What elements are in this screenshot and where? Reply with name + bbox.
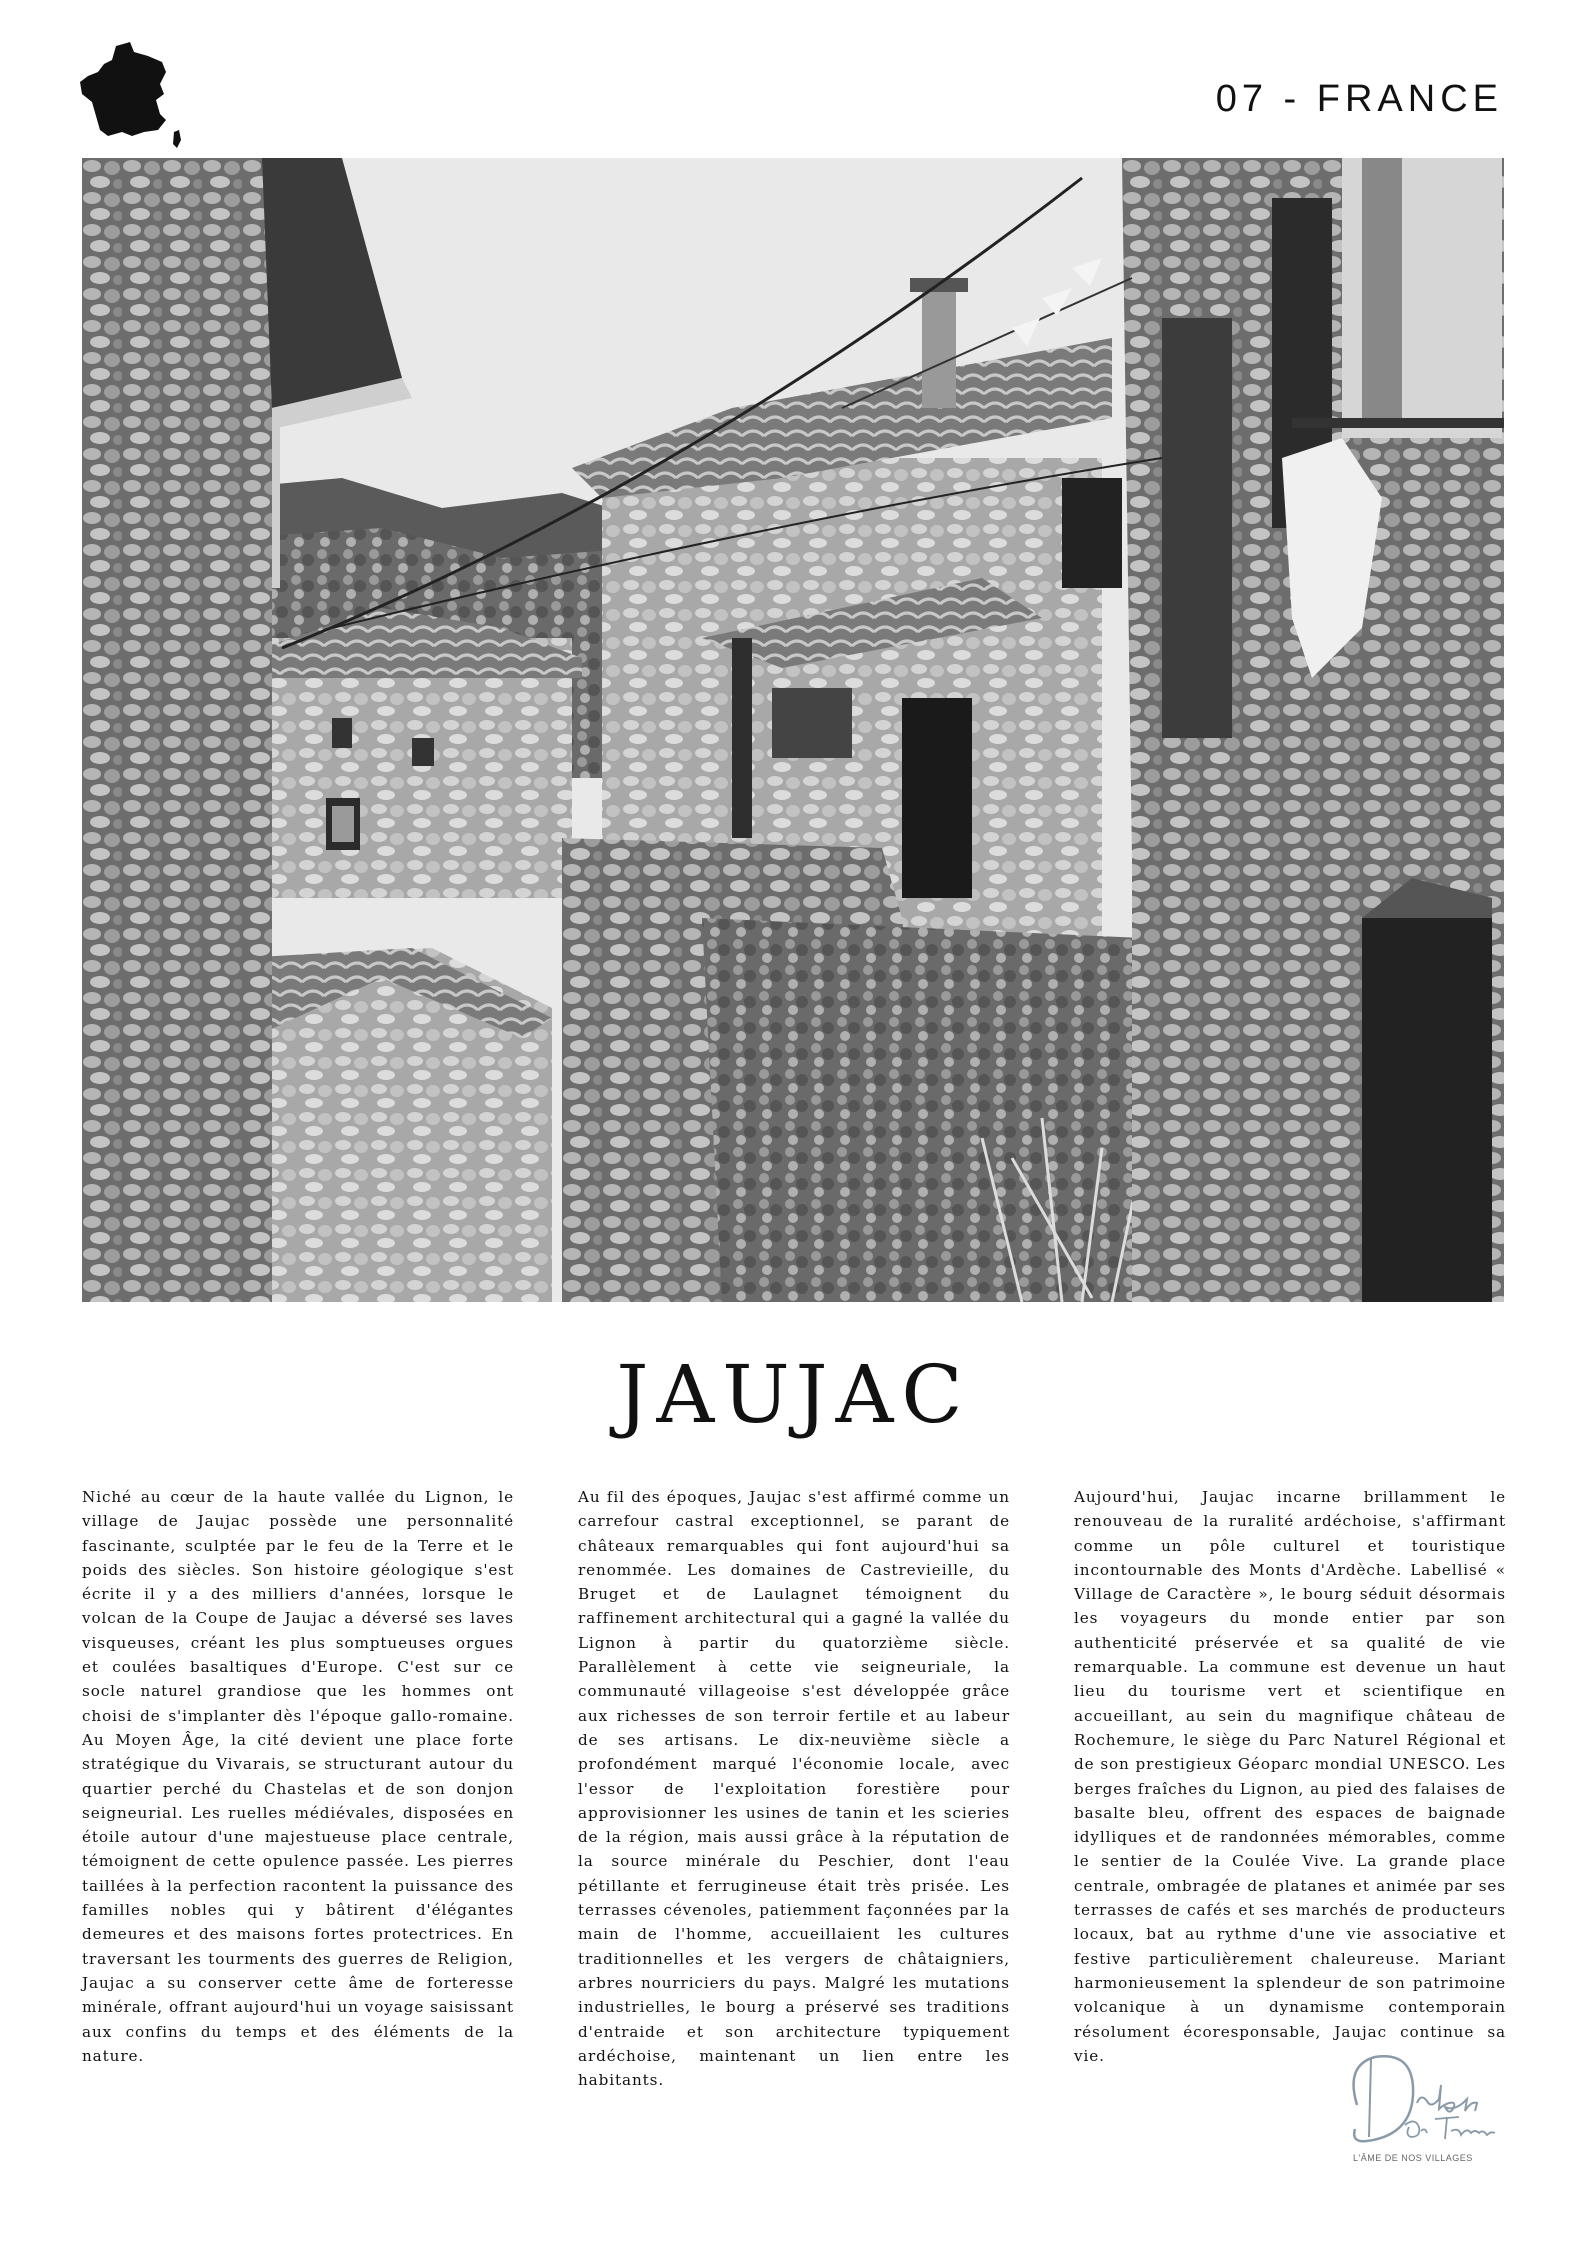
logo-tagline: L'ÂME DE NOS VILLAGES [1353,2153,1473,2163]
village-street-photo [82,158,1504,1302]
article-body [82,1485,1506,2092]
issue-number: 07 - FRANCE [1215,78,1503,120]
detour-de-france-logo [1335,2045,1525,2165]
column-3: Aujourd'hui, Jaujac incarne brillamment le renouveau de la ruralité ardéchoise, s'affirmant comme un pôle culturel et touristique incontournable des Monts d'Ardèche. Labellisé « Village de Caractère », le bourg séduit désormais les voyageurs du monde entier par son authenticité préservée et sa qualité de vie remarquable. La commune est devenue un haut lieu du tourisme vert et scientifique en accueillant, au sein du magnifique château de Rochemure, le siège du Parc Naturel Régional et de son prestigieux Géoparc mondial UNESCO. Les berges fraîches du Lignon, au pied des falaises de basalte bleu, offrent des espaces de baignade idylliques et de randonnées mémorables, comme le sentier de la Coulée Vive. La grande place centrale, ombragée de platanes et animée par ses terrasses de cafés et ses marchés de producteurs locaux, bat au rythme d'une vie associative et festive particulièrement chaleureuse. Mariant harmonieusement la splendeur de son patrimoine volcanique à un dynamisme contemporain résolument écoresponsable, Jaujac continue sa vie. [1074,1488,1506,2065]
france-map-icon [78,42,188,154]
column-2: Au fil des époques, Jaujac s'est affirmé comme un carrefour castral exceptionnel, se parant de châteaux remarquables qui font aujourd'hui sa renommée. Les domaines de Castrevieille, du Bruget et de Laulagnet témoignent du raffinement architectural qui a gagné la vallée du Lignon à partir du quatorzième siècle. Parallèlement à cette vie seigneuriale, la communauté villageoise s'est développée grâce aux richesses de son terroir fertile et au labeur de ses artisans. Le dix-neuvième siècle a profondément marqué l'économie locale, avec l'essor de l'exploitation forestière pour approvisionner les usines de tanin et les scieries de la région, mais aussi grâce à la réputation de la source minérale du Peschier, dont l'eau pétillante et ferrugineuse était très prisée. Les terrasses cévenoles, patiemment façonnées par la main de l'homme, accueillaient les cultures traditionnelles et les vergers de châtaigniers, arbres nourriciers du pays. Malgré les mutations industrielles, le bourg a préservé ses traditions d'entraide et son architecture typiquement ardéchoise, maintenant un lien entre les habitants. [578,1488,1010,2090]
column-1: Niché au cœur de la haute vallée du Lignon, le village de Jaujac possède une personnalité fascinante, sculptée par le feu de la Terre et le poids des siècles. Son histoire géologique s'est écrite il y a des milliers d'années, lorsque le volcan de la Coupe de Jaujac a déversé ses laves visqueuses, créant les plus somptueuses orgues et coulées basaltiques d'Europe. C'est sur ce socle naturel grandiose que les hommes ont choisi de s'implanter dès l'époque gallo-romaine. Au Moyen Âge, la cité devient une place forte stratégique du Vivarais, se structurant autour du quartier perché du Chastelas et de son donjon seigneurial. Les ruelles médiévales, disposées en étoile autour d'une majestueuse place centrale, témoignent de cette opulence passée. Les pierres taillées à la perfection racontent la puissance des familles nobles qui y bâtirent d'élégantes demeures et des maisons fortes protectrices. En traversant les tourments des guerres de Religion, Jaujac a su conserver cette âme de forteresse minérale, offrant aujourd'hui un voyage saisissant aux confins du temps et des éléments de la nature. [82,1488,514,2065]
page-title: JAUJAC [616,1348,971,1441]
